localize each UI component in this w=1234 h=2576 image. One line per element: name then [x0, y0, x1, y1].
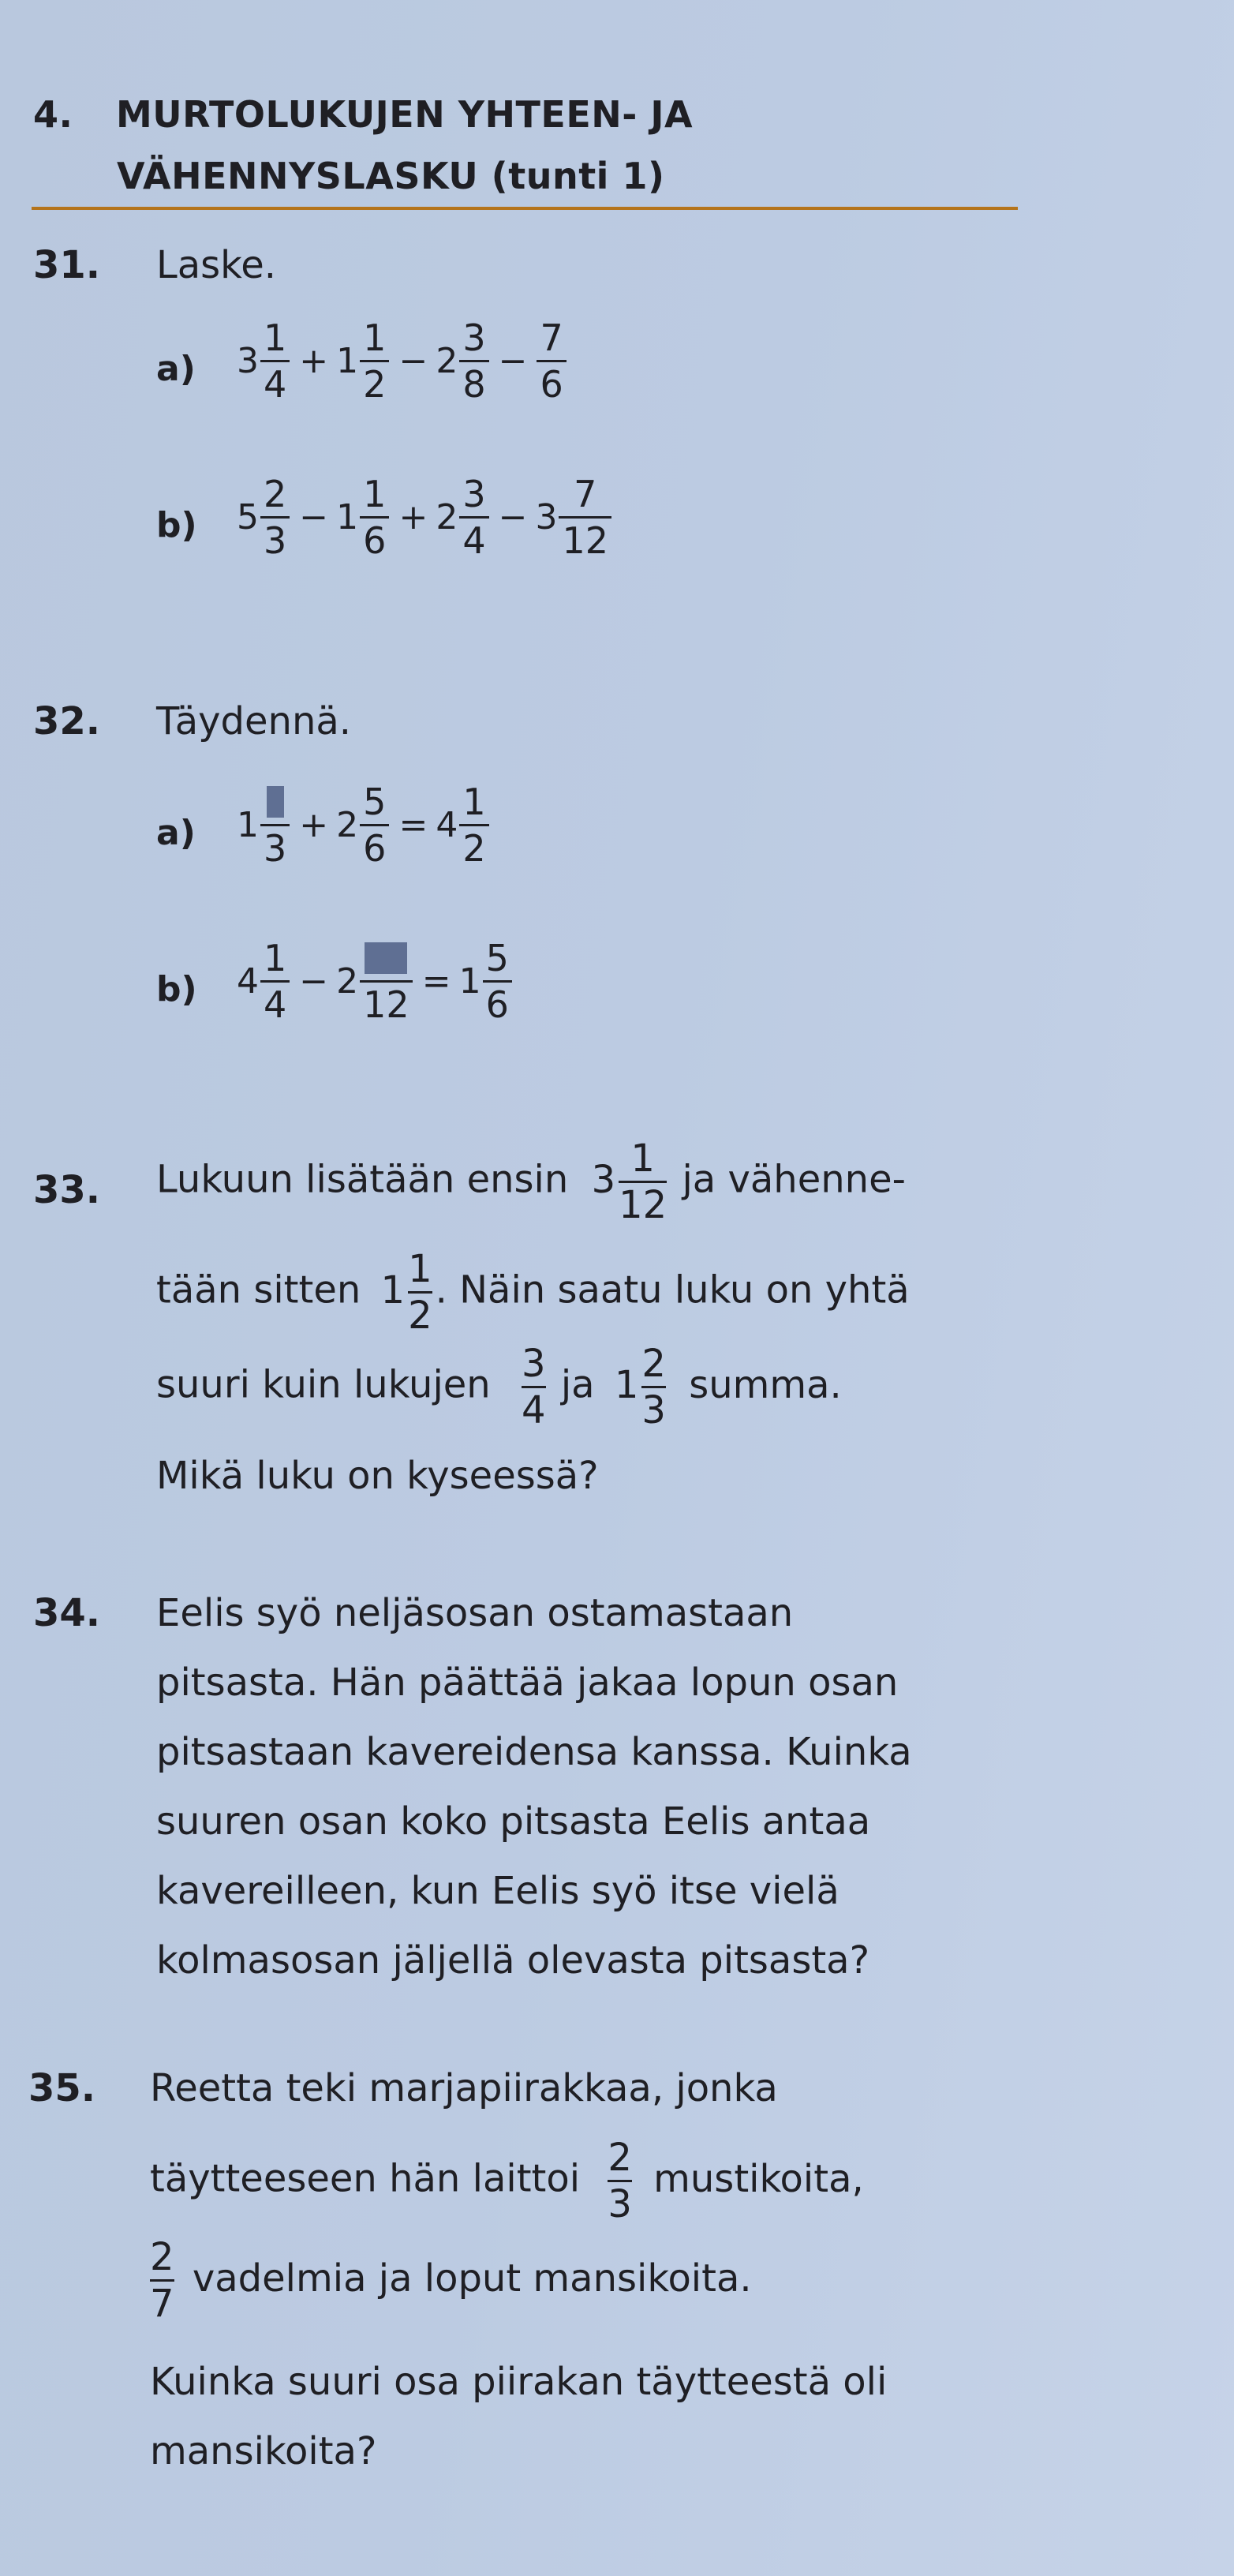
fraction: $\frac{2}{3}$ — [641, 1342, 666, 1432]
exercise-32-number: 32. — [33, 699, 101, 743]
fraction: $\frac{1}{4}$ — [260, 936, 290, 1027]
exercise-35-number: 35. — [28, 2066, 96, 2110]
exercise-34-line: kolmasosan jäljellä olevasta pitsasta? — [156, 1938, 870, 1983]
exercise-31b-expression: 5 $\frac{2}{3}$ − 1 $\frac{1}{6}$ + 2 $\frac{3}{4}$ − 3 $\frac{7}{12}$ — [237, 472, 613, 563]
fraction: $\frac{7}{6}$ — [537, 316, 566, 406]
fraction: $\frac{3}{4}$ — [459, 472, 488, 563]
exercise-31-number: 31. — [33, 243, 101, 287]
exercise-31b-label: b) — [156, 505, 197, 545]
fraction: $\frac{3}{4}$ — [522, 1342, 546, 1432]
section-number: 4. — [33, 93, 73, 136]
exercise-34-number: 34. — [33, 1591, 101, 1635]
fraction-with-blank: 3 — [260, 780, 290, 871]
blank-box — [267, 786, 284, 818]
blank-box — [365, 942, 407, 974]
exercise-33-line2: tään sitten 1 $\frac{1}{2}$ . Näin saatu luku on yhtä — [156, 1247, 910, 1338]
fraction: $\frac{1}{2}$ — [360, 316, 389, 406]
exercise-35-line2: täytteeseen hän laittoi $\frac{2}{3}$ mustikoita, — [150, 2136, 864, 2226]
section-title-text1: MURTOLUKUJEN YHTEEN- JA — [116, 93, 694, 136]
fraction: $\frac{1}{2}$ — [408, 1247, 432, 1338]
fraction-with-blank: 12 — [360, 936, 413, 1027]
fraction: $\frac{1}{2}$ — [459, 780, 488, 871]
exercise-32b-label: b) — [156, 969, 197, 1009]
exercise-35-line4: Kuinka suuri osa piirakan täytteestä oli — [150, 2360, 888, 2404]
fraction: $\frac{5}{6}$ — [483, 936, 512, 1027]
exercise-35-line5: mansikoita? — [150, 2429, 377, 2473]
exercise-34-line: suuren osan koko pitsasta Eelis antaa — [156, 1799, 871, 1844]
exercise-33-line4: Mikä luku on kyseessä? — [156, 1454, 599, 1498]
exercise-35-line1: Reetta teki marjapiirakkaa, jonka — [150, 2066, 778, 2110]
fraction: $\frac{1}{12}$ — [619, 1136, 667, 1227]
exercise-31a-label: a) — [156, 349, 196, 389]
exercise-33-line1: Lukuun lisätään ensin 3 $\frac{1}{12}$ ja vähenne- — [156, 1136, 906, 1227]
exercise-31-instruction: Laske. — [156, 243, 277, 287]
exercise-33-line3: suuri kuin lukujen $\frac{3}{4}$ ja 1 $\frac{2}{3}$ summa. — [156, 1342, 842, 1432]
exercise-32a-expression: 1 3 + 2 $\frac{5}{6}$ = 4 $\frac{1}{2}$ — [237, 780, 491, 871]
fraction: $\frac{1}{6}$ — [360, 472, 389, 563]
exercise-34-line: pitsastaan kavereidensa kanssa. Kuinka — [156, 1730, 912, 1774]
exercise-32a-label: a) — [156, 813, 196, 853]
exercise-32-instruction: Täydennä. — [156, 699, 352, 743]
fraction: $\frac{2}{7}$ — [150, 2235, 174, 2326]
fraction: $\frac{5}{6}$ — [360, 780, 389, 871]
exercise-35-line3: $\frac{2}{7}$ vadelmia ja loput mansikoita. — [150, 2235, 752, 2326]
section-title-line1 — [33, 93, 693, 136]
fraction: $\frac{3}{8}$ — [459, 316, 488, 406]
header-divider — [32, 207, 1018, 210]
exercise-34-line: pitsasta. Hän päättää jakaa lopun osan — [156, 1661, 899, 1705]
exercise-34-line: Eelis syö neljäsosan ostamastaan — [156, 1591, 794, 1635]
exercise-31a-expression: 3 $\frac{1}{4}$ + 1 $\frac{1}{2}$ − 2 $\frac{3}{8}$ − $\frac{7}{6}$ — [237, 316, 568, 406]
exercise-32b-expression: 4 $\frac{1}{4}$ − 2 12 = 1 $\frac{5}{6}$ — [237, 936, 514, 1027]
fraction: $\frac{2}{3}$ — [608, 2136, 632, 2226]
exercise-34-line: kavereilleen, kun Eelis syö itse vielä — [156, 1869, 839, 1913]
fraction: $\frac{7}{12}$ — [559, 472, 611, 563]
fraction: $\frac{2}{3}$ — [260, 472, 290, 563]
fraction: $\frac{1}{4}$ — [260, 316, 290, 406]
exercise-33-number: 33. — [33, 1168, 101, 1212]
section-title-line2: VÄHENNYSLASKU (tunti 1) — [117, 155, 665, 197]
